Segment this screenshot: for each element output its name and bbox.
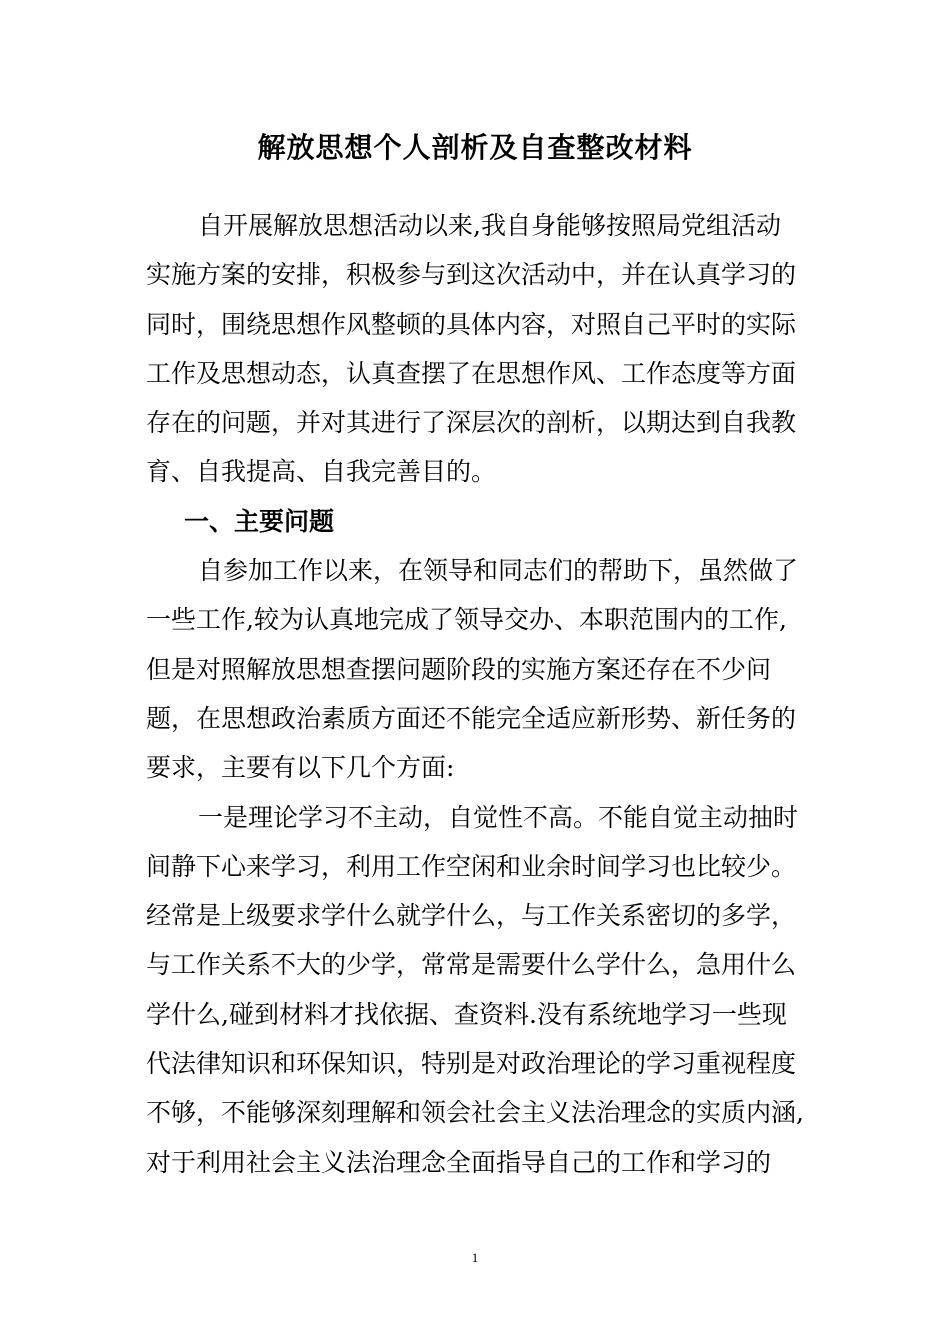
paragraph-line: 育、自我提高、自我完善目的。 (146, 457, 497, 487)
paragraph-line: 同时，围绕思想作风整顿的具体内容，对照自己平时的实际 (146, 309, 797, 339)
paragraph-line: 实施方案的安排，积极参与到这次活动中，并在认真学习的 (146, 260, 797, 290)
paragraph-line: 要求，主要有以下几个方面: (146, 753, 455, 783)
paragraph-line: 存在的问题，并对其进行了深层次的剖析，以期达到自我教 (146, 408, 797, 438)
document-title: 解放思想个人剖析及自查整改材料 (257, 131, 693, 164)
paragraph-line: 但是对照解放思想查摆问题阶段的实施方案还存在不少问 (146, 654, 772, 684)
paragraph-line: 间静下心来学习，利用工作空闲和业余时间学习也比较少。 (146, 851, 797, 881)
paragraph-line: 经常是上级要求学什么就学什么，与工作关系密切的多学， (146, 901, 797, 931)
paragraph-line: 一是理论学习不主动，自觉性不高。不能自觉主动抽时 (198, 802, 799, 832)
paragraph-line: 不够，不能够深刻理解和领会社会主义法治理念的实质内涵, (146, 1098, 804, 1128)
document-body (146, 201, 816, 1187)
paragraph-line: 代法律知识和环保知识，特别是对政治理论的学习重视程度 (146, 1049, 797, 1079)
paragraph-line: 学什么,碰到材料才找依据、查资料.没有系统地学习一些现 (146, 999, 787, 1029)
section-heading: 一、主要问题 (184, 506, 335, 536)
page-number: 1 (471, 1250, 479, 1265)
paragraph-line: 题，在思想政治素质方面还不能完全适应新形势、新任务的 (146, 703, 797, 733)
paragraph-line: 自参加工作以来，在领导和同志们的帮助下，虽然做了 (198, 556, 799, 586)
paragraph-line: 对于利用社会主义法治理念全面指导自己的工作和学习的 (146, 1147, 772, 1177)
paragraph-line: 一些工作,较为认真地完成了领导交办、本职范围内的工作, (146, 605, 787, 635)
paragraph-line: 自开展解放思想活动以来,我自身能够按照局党组活动 (198, 211, 781, 240)
paragraph-line: 工作及思想动态，认真查摆了在思想作风、工作态度等方面 (146, 358, 797, 388)
paragraph-line: 与工作关系不大的少学，常常是需要什么学什么，急用什么 (146, 950, 797, 980)
